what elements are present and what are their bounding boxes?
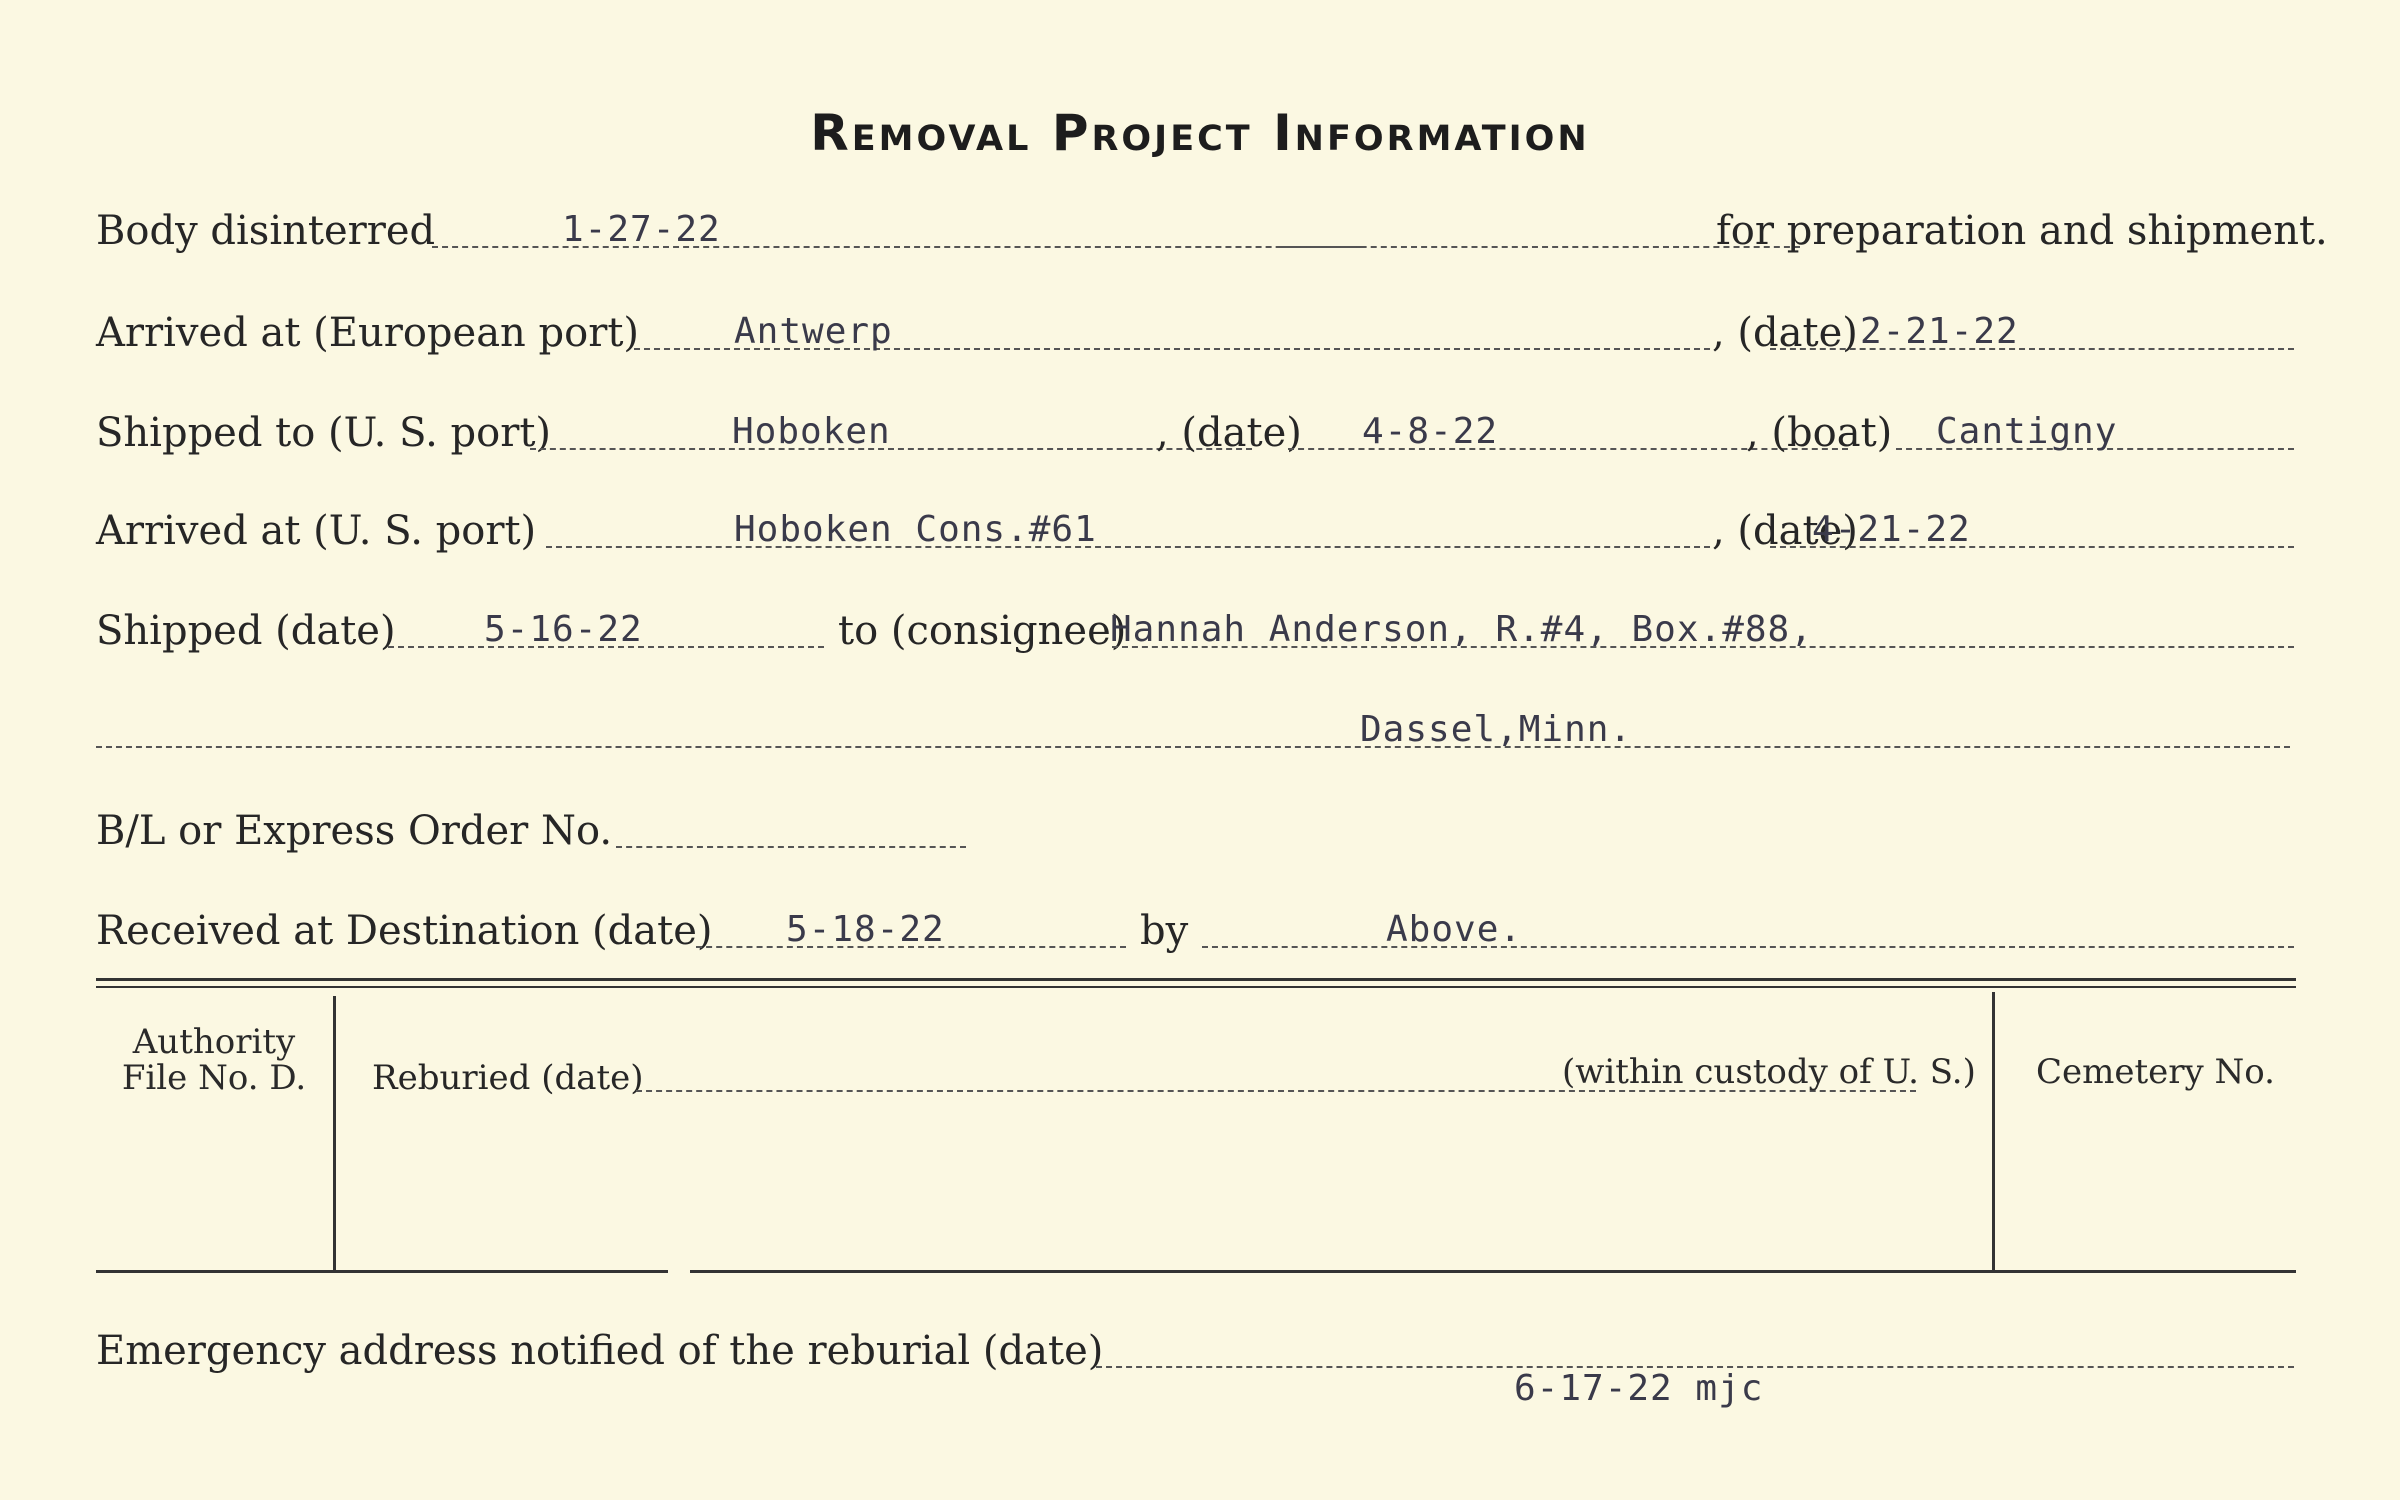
shipped-date-label: Shipped (date): [96, 608, 396, 654]
emergency-label: Emergency address notified of the reburial (date): [96, 1328, 1104, 1374]
emergency-value: 6-17-22 mjc: [1514, 1368, 1764, 1409]
shipped-us-date: 4-8-22: [1362, 411, 1499, 452]
arrived-us-date: 4-21-22: [1812, 509, 1971, 550]
shipped-us-boat-label: , (boat): [1746, 410, 1893, 456]
box-bottom-rule-2: [690, 1270, 2296, 1273]
arrived-european-date-label: , (date): [1712, 310, 1858, 356]
row-arrived-us: [96, 500, 2296, 560]
received-date: 5-18-22: [786, 909, 945, 950]
box-top-rule-1: [96, 978, 2296, 981]
authority-label-2: File No. D.: [121, 1058, 307, 1098]
body-disinterred-label: Body disinterred: [96, 208, 436, 254]
row-shipped: [96, 600, 2296, 660]
row-arrived-european: [96, 302, 2296, 362]
box-divider-right: [1992, 992, 1995, 1270]
consignee-label: to (consignee): [838, 608, 1127, 654]
row-consignee-cont: [96, 700, 2296, 760]
arrived-us-port: Hoboken Cons.#61: [734, 509, 1097, 550]
box-divider-left: [333, 996, 336, 1270]
arrived-us-label: Arrived at (U. S. port): [96, 508, 537, 554]
consignee-value-2: Dassel,Minn.: [1360, 709, 1633, 750]
arrived-us-date-label: , (date): [1712, 508, 1858, 554]
received-by: Above.: [1386, 909, 1523, 950]
bl-order-line: [616, 846, 966, 848]
shipped-us-port: Hoboken: [732, 411, 891, 452]
row-received: [96, 900, 2296, 960]
row-bl-order: [96, 800, 2296, 860]
authority-cell: [96, 1024, 332, 1096]
arrived-us-port-line: [546, 546, 1710, 548]
row-body-disinterred: [96, 200, 2328, 260]
row-shipped-us: [96, 402, 2296, 462]
shipped-us-label: Shipped to (U. S. port): [96, 410, 551, 456]
consignee-line-2: [96, 746, 2290, 748]
custody-label: (within custody of U. S.): [1562, 1052, 1976, 1092]
received-by-line: [1202, 946, 2294, 948]
consignee-value: Hannah Anderson, R.#4, Box.#88,: [1110, 609, 1813, 650]
box-bottom-rule-1: [96, 1270, 668, 1273]
shipped-us-boat: Cantigny: [1936, 411, 2118, 452]
box-top-rule-2: [96, 986, 2296, 988]
authority-label-1: Authority: [132, 1022, 296, 1062]
page-title: Removal Project Information: [810, 104, 1590, 162]
arrived-european-label: Arrived at (European port): [96, 310, 640, 356]
shipped-us-date-label: , (date): [1156, 410, 1302, 456]
arrived-european-port: Antwerp: [734, 311, 893, 352]
received-label: Received at Destination (date): [96, 908, 713, 954]
cemetery-label: Cemetery No.: [2036, 1052, 2275, 1092]
row-emergency: [96, 1320, 2296, 1380]
shipped-date: 5-16-22: [484, 609, 643, 650]
bl-order-label: B/L or Express Order No.: [96, 808, 613, 854]
body-disinterred-suffix: for preparation and shipment.: [1716, 208, 2328, 254]
arrived-european-date-line: [1770, 348, 2294, 350]
received-by-label: by: [1140, 908, 1189, 954]
body-disinterred-value: 1-27-22: [562, 209, 721, 250]
arrived-european-date: 2-21-22: [1860, 311, 2019, 352]
shipped-us-port-line: [530, 448, 1252, 450]
reburied-label: Reburied (date): [372, 1058, 644, 1098]
